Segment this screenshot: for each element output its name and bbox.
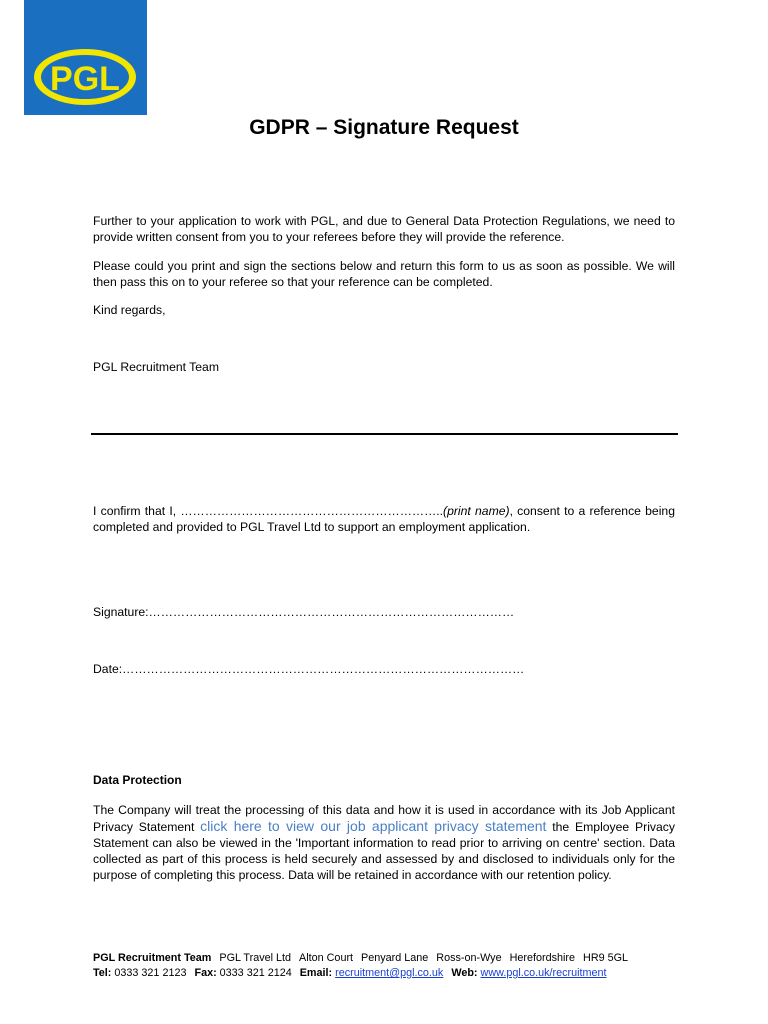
signature-field[interactable]: Signature:……………………………………………………………………………… <box>93 605 515 619</box>
footer-tel: 0333 321 2123 <box>114 967 187 979</box>
data-protection-text <box>93 802 675 883</box>
section-divider <box>91 433 678 435</box>
footer-contact <box>93 966 693 980</box>
footer-tel-label: Tel: <box>93 967 112 979</box>
footer-county: Herefordshire <box>509 952 576 964</box>
pgl-logo <box>24 0 147 115</box>
signoff-text: PGL Recruitment Team <box>93 360 219 374</box>
footer-email-label: Email: <box>299 967 333 979</box>
footer-address <box>93 951 693 965</box>
footer-team: PGL Recruitment Team <box>93 952 212 964</box>
intro-paragraph-2: Please could you print and sign the sections below and return this form to us as soon as possible. We will then pass this on to your referee so that your reference can be completed. <box>93 259 675 289</box>
logo-text: PGL <box>50 60 120 98</box>
data-protection-text-start: The Company will treat the processing of this data and how it is used in accordance with its Job Applicant Privacy Statement <box>93 803 675 834</box>
page-title: GDPR – Signature Request <box>249 116 519 139</box>
consent-suffix: , consent to a reference being completed and provided to PGL Travel Ltd to support an employment application. <box>93 504 675 534</box>
footer-fax-label: Fax: <box>194 967 217 979</box>
data-protection-heading: Data Protection <box>93 773 182 787</box>
privacy-statement-link[interactable]: click here to view our job applicant privacy statement <box>200 818 547 834</box>
intro-paragraph-1: Further to your application to work with PGL, and due to General Data Protection Regulations, we need to provide written consent from you to your referees before they will provide the reference. <box>93 214 675 244</box>
footer-company: PGL Travel Ltd <box>219 952 292 964</box>
consent-prefix: I confirm that I, ……………………………………………………….. <box>93 504 444 518</box>
consent-statement <box>93 503 675 535</box>
footer-fax: 0333 321 2124 <box>219 967 292 979</box>
footer-building: Alton Court <box>299 952 354 964</box>
print-name-field[interactable]: (print name) <box>443 504 510 518</box>
pgl-logo-icon <box>24 0 147 115</box>
footer-web-label: Web: <box>451 967 478 979</box>
footer-email-link[interactable]: recruitment@pgl.co.uk <box>335 967 444 979</box>
closing-text: Kind regards, <box>93 303 166 317</box>
footer-postcode: HR9 5GL <box>583 952 629 964</box>
data-protection-text-end: the Employee Privacy Statement can also be viewed in the 'Important information to read prior to arriving on centre' section. Data collected as part of this process is held securely and assessed by and disclosed to individuals only for the purpose of completing this process. Data will be retained in accordance with our retention policy. <box>93 820 675 882</box>
date-field[interactable]: Date:……………………………………………………………………………………… <box>93 662 525 676</box>
footer-web-link[interactable]: www.pgl.co.uk/recruitment <box>480 967 607 979</box>
footer-street: Penyard Lane <box>361 952 429 964</box>
footer-town: Ross-on-Wye <box>436 952 502 964</box>
